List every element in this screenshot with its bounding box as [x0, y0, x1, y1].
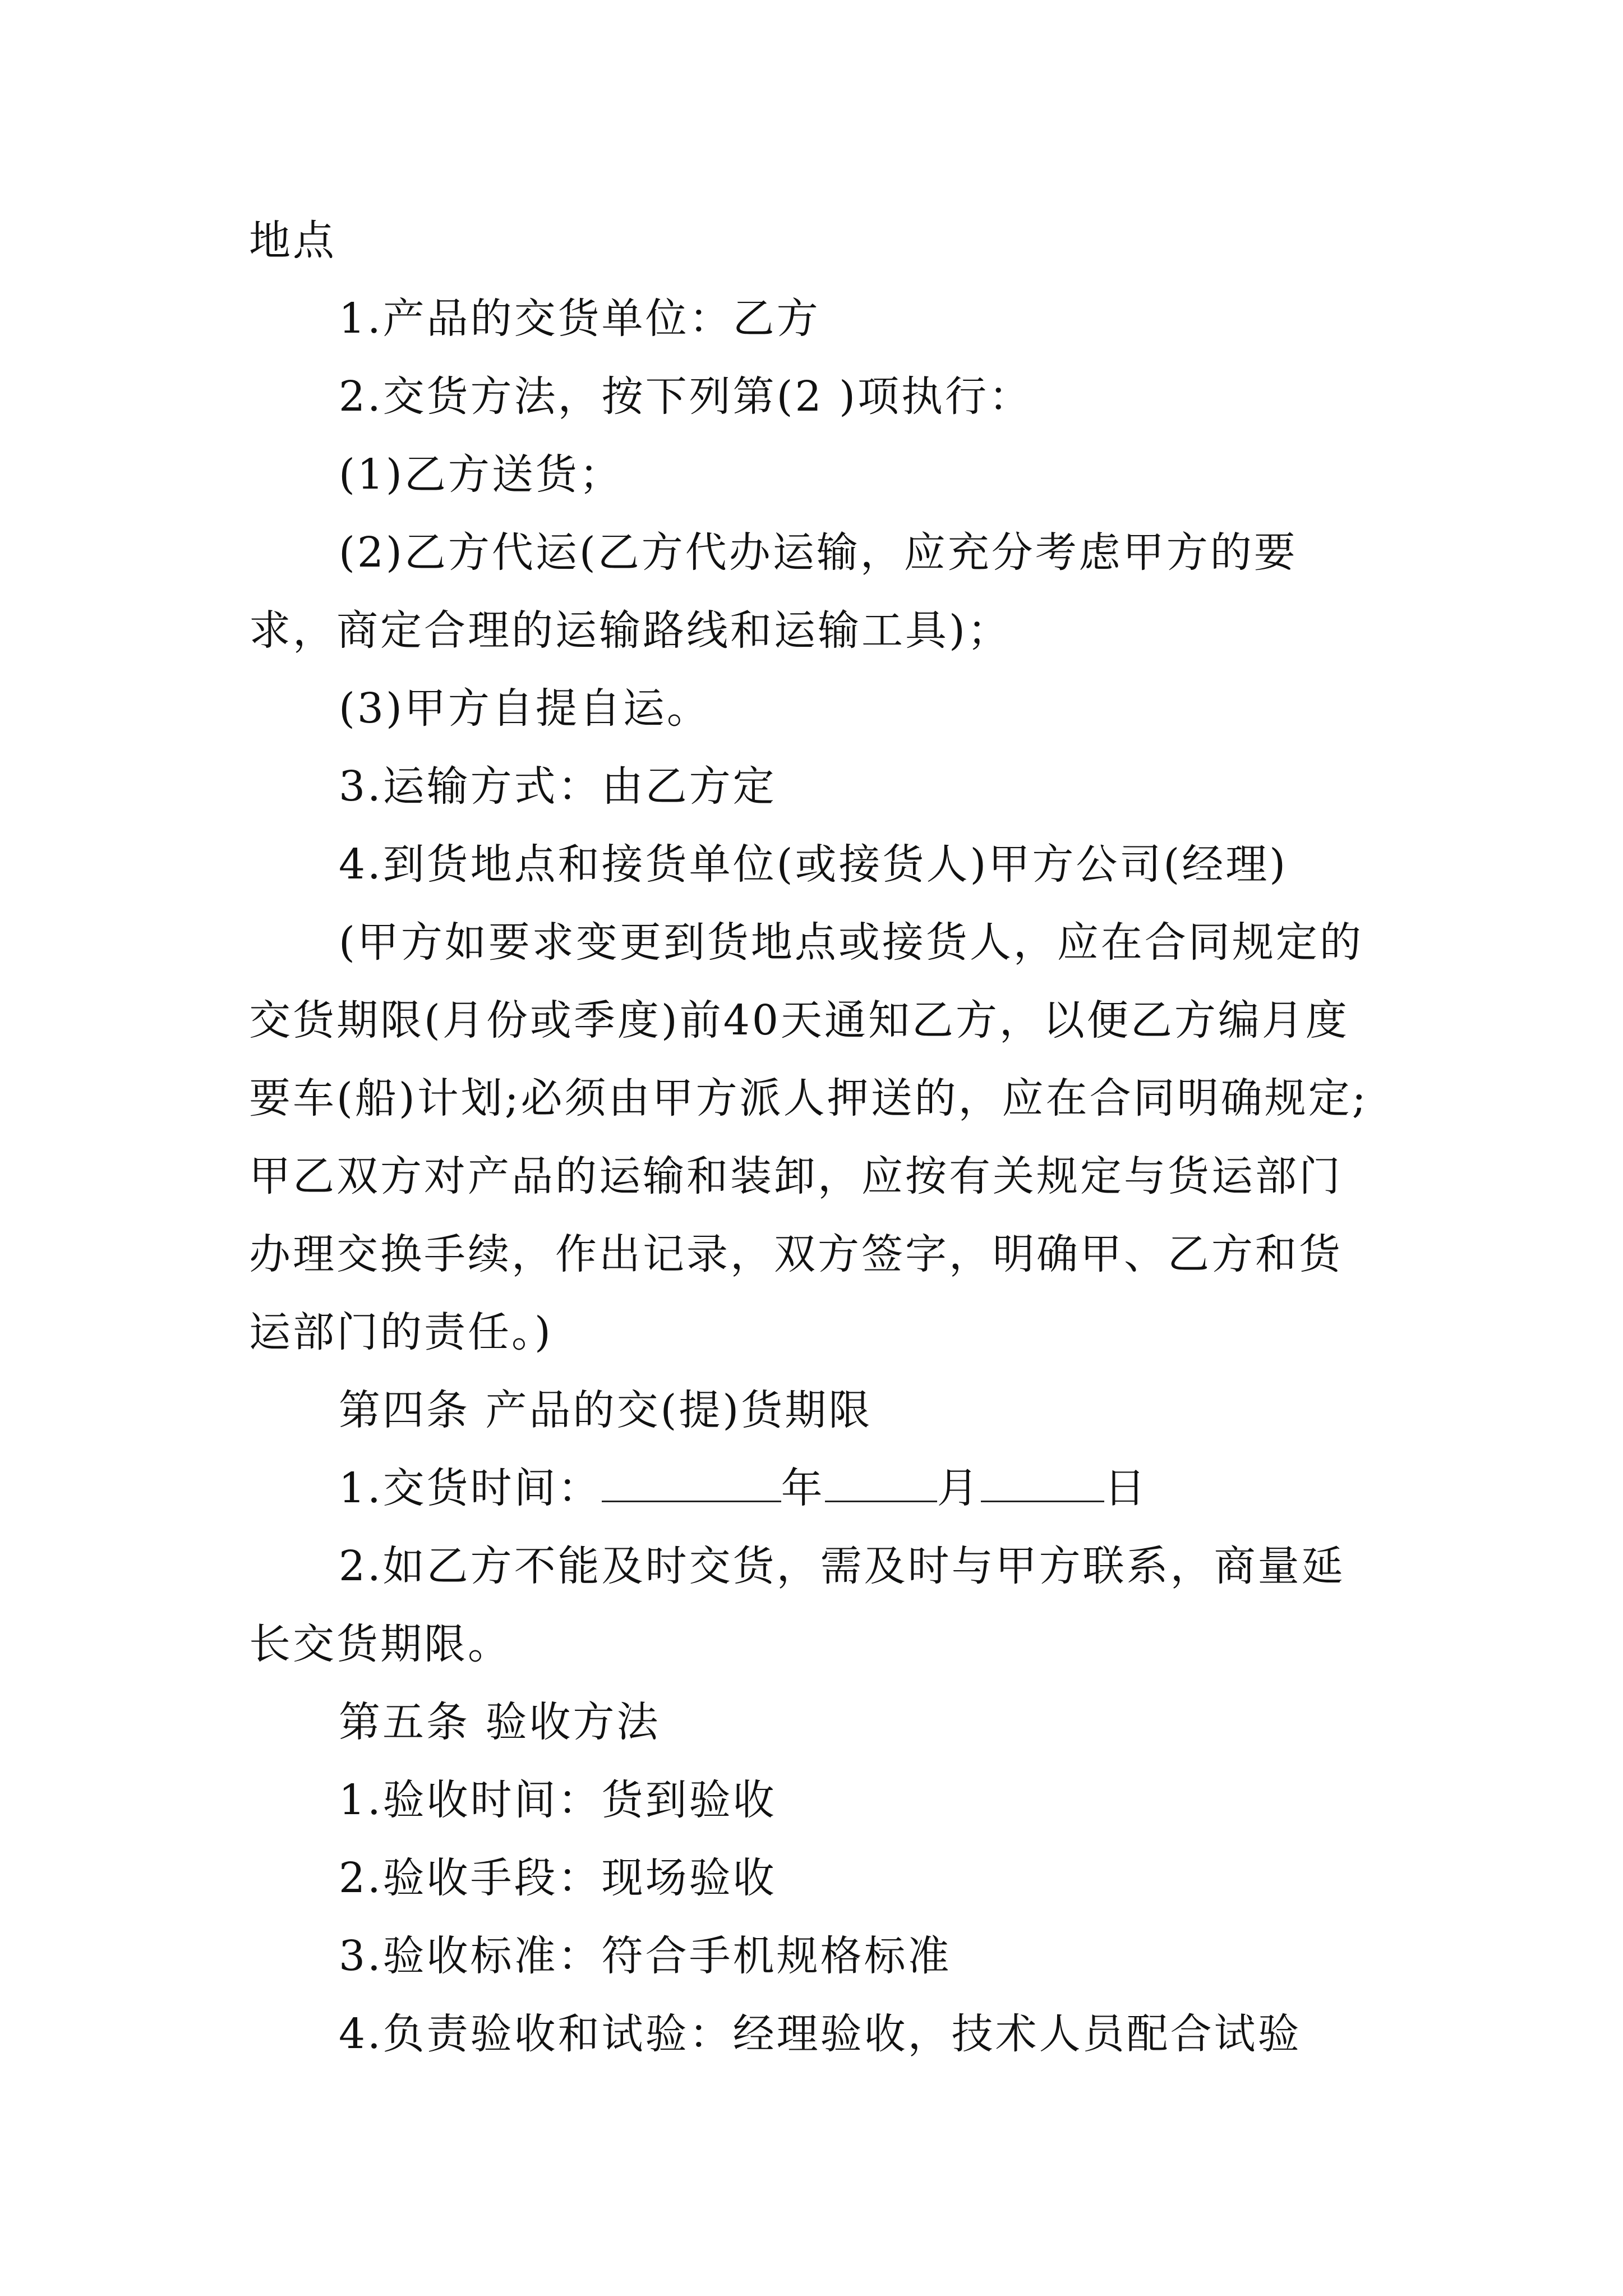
paragraph-delivery-method: 2.交货方法，按下列第(2 )项执行：	[339, 372, 1032, 421]
contract-text	[249, 202, 1382, 2073]
paragraph-transport-mode: 3.运输方式：由乙方定	[339, 762, 777, 811]
year-blank	[602, 1461, 781, 1502]
paragraph-inspection-responsible: 4.负责验收和试验：经理验收，技术人员配合试验	[339, 2010, 1302, 2058]
paragraph-delivery-time	[249, 1450, 1382, 1527]
paragraph-inspection-time: 1.验收时间：货到验收	[339, 1776, 777, 1824]
heading-article-4: 第四条 产品的交(提)货期限	[339, 1386, 873, 1434]
day-blank	[981, 1461, 1104, 1502]
paragraph-option-2: (2)乙方代运(乙方代办运输，应充分考虑甲方的要求，商定合理的运输路线和运输工具)；	[249, 528, 1298, 655]
paragraph-arrival-location: 4.到货地点和接货单位(或接货人)甲方公司(经理)	[339, 840, 1288, 889]
paragraph-option-1: (1)乙方送货；	[339, 450, 623, 499]
month-blank	[825, 1461, 937, 1502]
year-label: 年	[781, 1464, 825, 1512]
paragraph-delivery-unit: 1.产品的交货单位：乙方	[339, 295, 820, 343]
month-label: 月	[937, 1464, 981, 1512]
paragraph-option-3: (3)甲方自提自运。	[339, 684, 711, 733]
paragraph-delay: 2.如乙方不能及时交货，需及时与甲方联系，商量延长交货期限。	[249, 1542, 1345, 1668]
day-label: 日	[1104, 1464, 1148, 1512]
paragraph-inspection-means: 2.验收手段：现场验收	[339, 1854, 777, 1902]
paragraph-inspection-standard: 3.验收标准：符合手机规格标准	[339, 1932, 952, 1980]
paragraph-location: 地点	[249, 217, 336, 265]
heading-article-5: 第五条 验收方法	[339, 1698, 661, 1746]
paragraph-change-note: (甲方如要求变更到货地点或接货人，应在合同规定的交货期限(月份或季度)前40天通知乙方，以便乙方编月度要车(船)计划;必须由甲方派人押送的，应在合同明确规定;甲乙双方对产品的运输和装卸，应按有关规定与货运部门办理交换手续，作出记录，双方签字，明确甲、乙方和货运部门的责任。)	[249, 918, 1368, 1356]
delivery-time-label: 1.交货时间：	[339, 1464, 602, 1512]
